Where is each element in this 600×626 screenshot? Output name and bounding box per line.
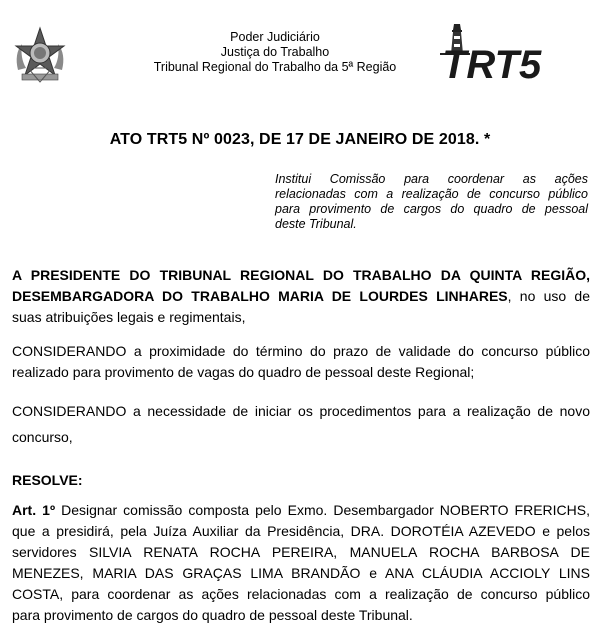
institution-header bbox=[120, 30, 430, 75]
considerando-line: CONSIDERANDO a proximidade do término do prazo de validade do concurso público bbox=[12, 343, 590, 359]
article-line: servidores SILVIA RENATA ROCHA PEREIRA, MANUELA ROCHA BARBOSA DE bbox=[12, 544, 590, 560]
header-line-justice: Justiça do Trabalho bbox=[220, 45, 330, 59]
preamble-paragraph bbox=[12, 265, 590, 328]
preamble-line bbox=[12, 286, 590, 307]
ementa bbox=[275, 172, 588, 232]
article-label: Art. 1º bbox=[12, 502, 56, 518]
considerando-line: CONSIDERANDO a necessidade de iniciar os procedimentos para a realização de novo bbox=[12, 403, 590, 419]
trt5-logo bbox=[440, 20, 570, 84]
preamble-bold-name: DESEMBARGADORA DO TRABALHO MARIA DE LOURDES LINHARES bbox=[12, 288, 508, 304]
ementa-line: relacionadas com a realização de concurso público bbox=[275, 187, 588, 201]
preamble-line: suas atribuições legais e regimentais, bbox=[12, 309, 246, 325]
header-line-tribunal: Tribunal Regional do Trabalho da 5ª Região bbox=[153, 60, 397, 74]
considerando-line: realizado para provimento de vagas do quadro de pessoal deste Regional; bbox=[12, 364, 475, 380]
article-1 bbox=[12, 500, 590, 626]
considerando-line: concurso, bbox=[12, 429, 73, 445]
article-line: COSTA, para coordenar as ações relacionadas com a realização de concurso público bbox=[12, 586, 590, 602]
article-line: MENEZES, MARIA DAS GRAÇAS LIMA BRANDÃO e ANA CLÁUDIA ACCIOLY LINS bbox=[12, 565, 590, 581]
article-line: para provimento de cargos do quadro de pessoal deste Tribunal. bbox=[12, 607, 413, 623]
logo-text: TRT5 bbox=[442, 43, 542, 84]
article-line bbox=[12, 500, 590, 521]
article-line: que a presidirá, pela Juíza Auxiliar da Presidência, DRA. DOROTÉIA AZEVEDO e pelos bbox=[12, 523, 590, 539]
considerando-paragraph-1 bbox=[12, 341, 590, 383]
ementa-line: Institui Comissão para coordenar as ações bbox=[275, 172, 588, 186]
preamble-line-rest: , no uso de bbox=[507, 288, 590, 304]
coat-of-arms-seal bbox=[8, 24, 72, 88]
preamble-bold-line: A PRESIDENTE DO TRIBUNAL REGIONAL DO TRABALHO DA QUINTA REGIÃO, bbox=[12, 267, 590, 283]
resolve-heading: RESOLVE: bbox=[12, 472, 83, 488]
ementa-line: deste Tribunal. bbox=[275, 217, 357, 231]
article-line-rest: Designar comissão composta pelo Exmo. Desembargador NOBERTO FRERICHS, bbox=[55, 502, 590, 518]
header-line-judiciary: Poder Judiciário bbox=[230, 30, 320, 44]
ementa-line: para provimento de cargos do quadro de pessoal bbox=[275, 202, 588, 216]
document-title: ATO TRT5 Nº 0023, DE 17 DE JANEIRO DE 2018. * bbox=[109, 131, 491, 148]
considerando-paragraph-2 bbox=[12, 398, 590, 450]
